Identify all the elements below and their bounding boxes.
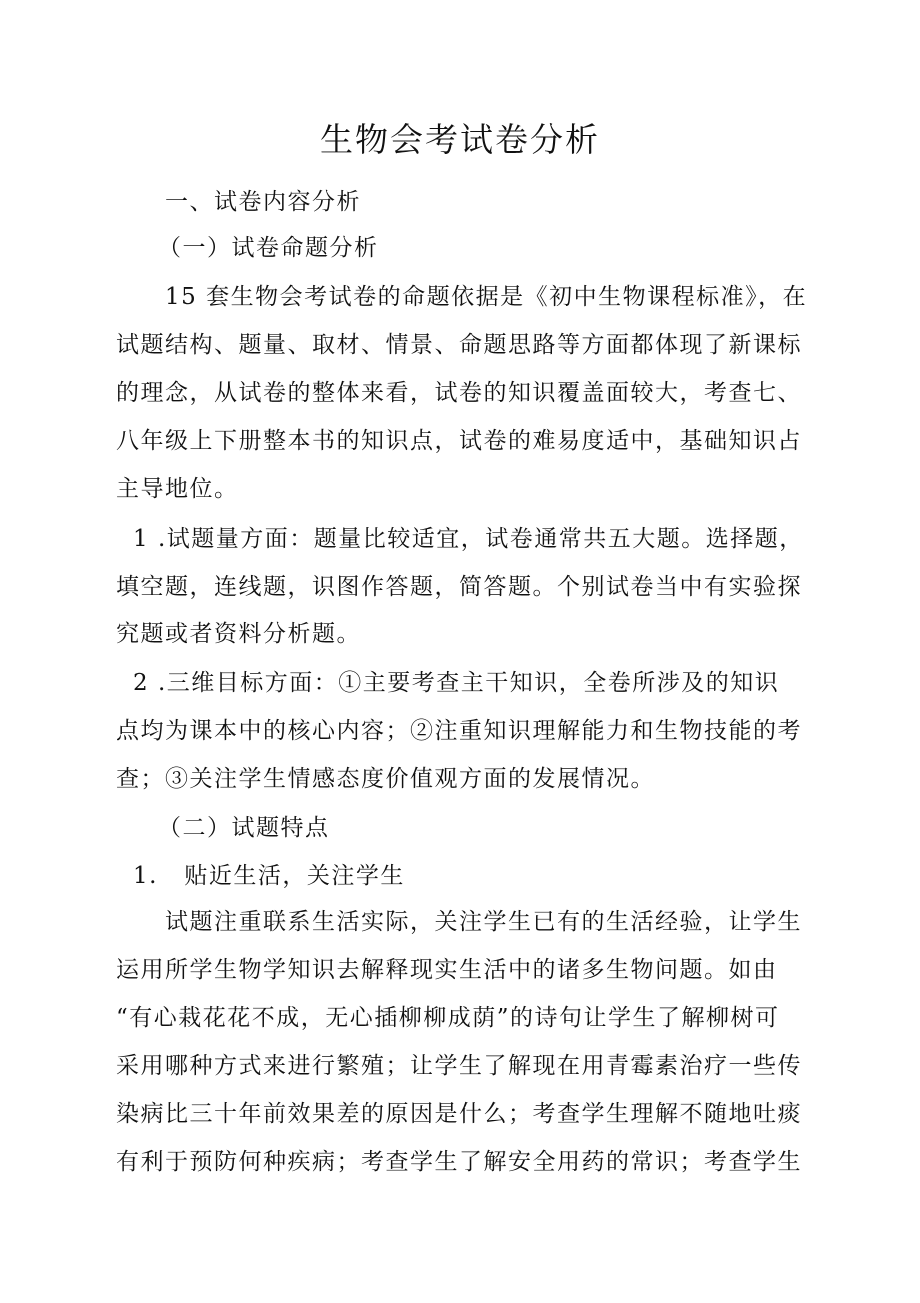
list-item-line: 2 .三维目标方面：①主要考查主干知识，全卷所涉及的知识 (133, 670, 780, 696)
paragraph-line: “有心栽花花不成，无心插柳柳成荫”的诗句让学生了解柳树可 (116, 1005, 780, 1031)
paragraph-line: 试题结构、题量、取材、情景、命题思路等方面都体现了新课标 (116, 332, 802, 358)
paragraph-line: 试题注重联系生活实际，关注学生已有的生活经验，让学生 (165, 909, 802, 935)
paragraph-line: 八年级上下册整本书的知识点，试卷的难易度适中，基础知识占 (116, 428, 802, 454)
paragraph-line: 运用所学生物学知识去解释现实生活中的诸多生物问题。如由 (116, 957, 778, 983)
paragraph-line: 有利于预防何种疾病；考查学生了解安全用药的常识；考查学生 (116, 1149, 802, 1175)
subsection-heading: （一）试卷命题分析 (158, 235, 379, 261)
document-title: 生物会考试卷分析 (320, 120, 600, 159)
paragraph-line: 15 套生物会考试卷的命题依据是《初中生物课程标准》，在 (165, 284, 808, 310)
paragraph-line: 查；③关注学生情感态度价值观方面的发展情况。 (116, 766, 655, 792)
paragraph-line: 染病比三十年前效果差的原因是什么；考查学生理解不随地吐痰 (116, 1101, 802, 1127)
section-heading: 一、试卷内容分析 (165, 189, 361, 215)
paragraph-line: 填空题，连线题，识图作答题，简答题。个别试卷当中有实验探 (116, 574, 802, 600)
list-item-line: 1 .试题量方面：题量比较适宜，试卷通常共五大题。选择题， (133, 526, 804, 552)
subsection-heading: （二）试题特点 (158, 815, 330, 841)
paragraph-line: 的理念，从试卷的整体来看，试卷的知识覆盖面较大，考查七、 (116, 380, 802, 406)
paragraph-line: 究题或者资料分析题。 (116, 621, 361, 647)
paragraph-line: 主导地位。 (116, 476, 239, 502)
paragraph-line: 点均为课本中的核心内容；②注重知识理解能力和生物技能的考 (116, 718, 802, 744)
list-item-line: 1. 贴近生活，关注学生 (133, 863, 405, 889)
paragraph-line: 采用哪种方式来进行繁殖；让学生了解现在用青霉素治疗一些传 (116, 1053, 802, 1079)
